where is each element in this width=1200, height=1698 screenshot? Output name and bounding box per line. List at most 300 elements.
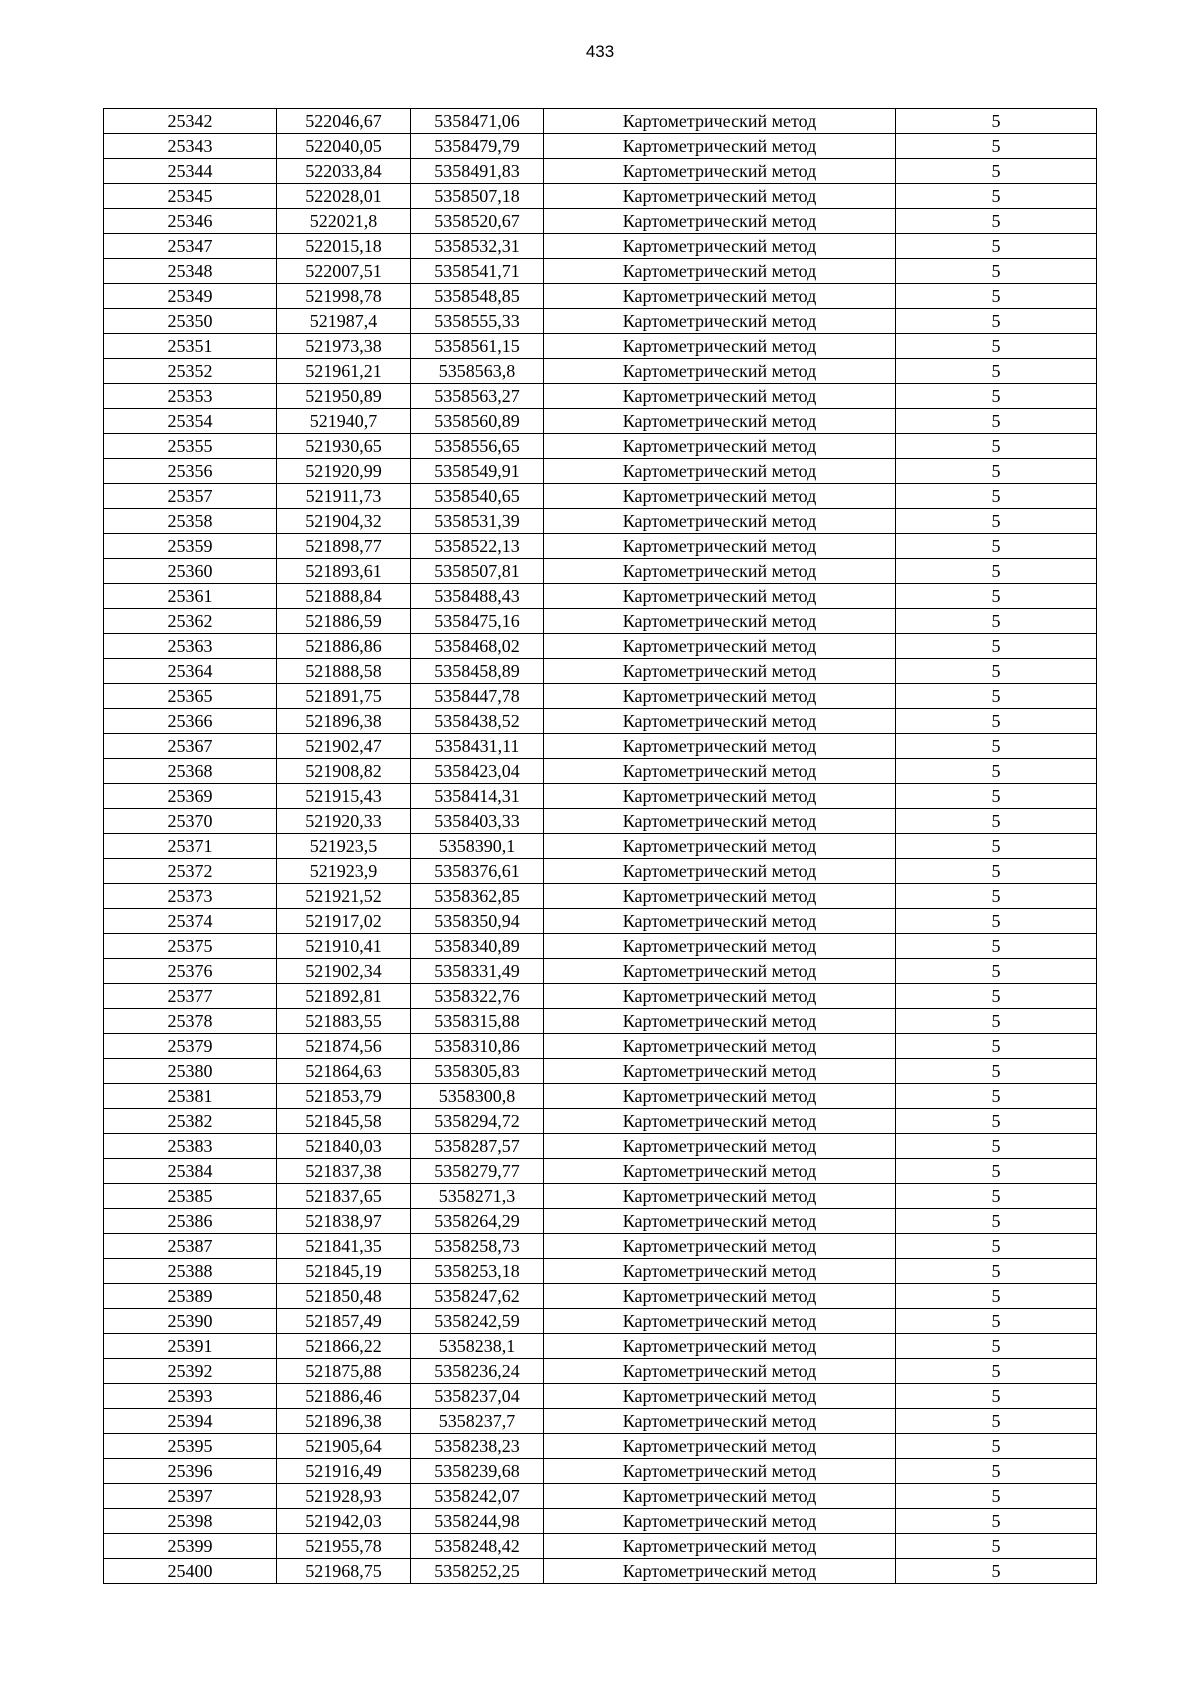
point-number-cell: 25394 bbox=[104, 1409, 277, 1434]
point-number-cell: 25383 bbox=[104, 1134, 277, 1159]
method-cell: Картометрический метод bbox=[544, 534, 896, 559]
y-coordinate-cell: 5358362,85 bbox=[411, 884, 544, 909]
x-coordinate-cell: 521915,43 bbox=[277, 784, 411, 809]
accuracy-cell: 5 bbox=[896, 1184, 1097, 1209]
method-cell: Картометрический метод bbox=[544, 959, 896, 984]
method-cell: Картометрический метод bbox=[544, 259, 896, 284]
method-cell: Картометрический метод bbox=[544, 359, 896, 384]
x-coordinate-cell: 521940,7 bbox=[277, 409, 411, 434]
method-cell: Картометрический метод bbox=[544, 1109, 896, 1134]
y-coordinate-cell: 5358253,18 bbox=[411, 1259, 544, 1284]
point-number-cell: 25371 bbox=[104, 834, 277, 859]
point-number-cell: 25391 bbox=[104, 1334, 277, 1359]
method-cell: Картометрический метод bbox=[544, 1084, 896, 1109]
point-number-cell: 25342 bbox=[104, 109, 277, 134]
y-coordinate-cell: 5358238,23 bbox=[411, 1434, 544, 1459]
table-row bbox=[104, 659, 1097, 684]
accuracy-cell: 5 bbox=[896, 1559, 1097, 1584]
x-coordinate-cell: 521838,97 bbox=[277, 1209, 411, 1234]
y-coordinate-cell: 5358294,72 bbox=[411, 1109, 544, 1134]
table-row bbox=[104, 1209, 1097, 1234]
method-cell: Картометрический метод bbox=[544, 309, 896, 334]
method-cell: Картометрический метод bbox=[544, 1184, 896, 1209]
accuracy-cell: 5 bbox=[896, 609, 1097, 634]
method-cell: Картометрический метод bbox=[544, 434, 896, 459]
y-coordinate-cell: 5358507,18 bbox=[411, 184, 544, 209]
x-coordinate-cell: 521850,48 bbox=[277, 1284, 411, 1309]
accuracy-cell: 5 bbox=[896, 1109, 1097, 1134]
point-number-cell: 25382 bbox=[104, 1109, 277, 1134]
point-number-cell: 25387 bbox=[104, 1234, 277, 1259]
accuracy-cell: 5 bbox=[896, 284, 1097, 309]
y-coordinate-cell: 5358468,02 bbox=[411, 634, 544, 659]
method-cell: Картометрический метод bbox=[544, 584, 896, 609]
accuracy-cell: 5 bbox=[896, 1384, 1097, 1409]
accuracy-cell: 5 bbox=[896, 159, 1097, 184]
x-coordinate-cell: 521896,38 bbox=[277, 1409, 411, 1434]
table-row bbox=[104, 859, 1097, 884]
method-cell: Картометрический метод bbox=[544, 1359, 896, 1384]
y-coordinate-cell: 5358376,61 bbox=[411, 859, 544, 884]
table-row bbox=[104, 834, 1097, 859]
y-coordinate-cell: 5358238,1 bbox=[411, 1334, 544, 1359]
accuracy-cell: 5 bbox=[896, 384, 1097, 409]
method-cell: Картометрический метод bbox=[544, 509, 896, 534]
method-cell: Картометрический метод bbox=[544, 1234, 896, 1259]
x-coordinate-cell: 522015,18 bbox=[277, 234, 411, 259]
table-row bbox=[104, 1334, 1097, 1359]
table-row bbox=[104, 1534, 1097, 1559]
point-number-cell: 25386 bbox=[104, 1209, 277, 1234]
table-row bbox=[104, 1509, 1097, 1534]
table-row bbox=[104, 559, 1097, 584]
accuracy-cell: 5 bbox=[896, 959, 1097, 984]
accuracy-cell: 5 bbox=[896, 1034, 1097, 1059]
table-row bbox=[104, 1034, 1097, 1059]
x-coordinate-cell: 521921,52 bbox=[277, 884, 411, 909]
table-row bbox=[104, 334, 1097, 359]
x-coordinate-cell: 521920,99 bbox=[277, 459, 411, 484]
x-coordinate-cell: 521910,41 bbox=[277, 934, 411, 959]
method-cell: Картометрический метод bbox=[544, 684, 896, 709]
point-number-cell: 25381 bbox=[104, 1084, 277, 1109]
table-row bbox=[104, 184, 1097, 209]
point-number-cell: 25385 bbox=[104, 1184, 277, 1209]
table-row bbox=[104, 609, 1097, 634]
accuracy-cell: 5 bbox=[896, 1509, 1097, 1534]
table-row bbox=[104, 459, 1097, 484]
x-coordinate-cell: 522040,05 bbox=[277, 134, 411, 159]
table-row bbox=[104, 1559, 1097, 1584]
method-cell: Картометрический метод bbox=[544, 1559, 896, 1584]
y-coordinate-cell: 5358488,43 bbox=[411, 584, 544, 609]
accuracy-cell: 5 bbox=[896, 1484, 1097, 1509]
point-number-cell: 25362 bbox=[104, 609, 277, 634]
y-coordinate-cell: 5358237,04 bbox=[411, 1384, 544, 1409]
point-number-cell: 25346 bbox=[104, 209, 277, 234]
y-coordinate-cell: 5358300,8 bbox=[411, 1084, 544, 1109]
point-number-cell: 25358 bbox=[104, 509, 277, 534]
x-coordinate-cell: 521942,03 bbox=[277, 1509, 411, 1534]
accuracy-cell: 5 bbox=[896, 834, 1097, 859]
accuracy-cell: 5 bbox=[896, 459, 1097, 484]
accuracy-cell: 5 bbox=[896, 484, 1097, 509]
method-cell: Картометрический метод bbox=[544, 1309, 896, 1334]
accuracy-cell: 5 bbox=[896, 1284, 1097, 1309]
y-coordinate-cell: 5358248,42 bbox=[411, 1534, 544, 1559]
y-coordinate-cell: 5358555,33 bbox=[411, 309, 544, 334]
x-coordinate-cell: 521911,73 bbox=[277, 484, 411, 509]
point-number-cell: 25397 bbox=[104, 1484, 277, 1509]
y-coordinate-cell: 5358310,86 bbox=[411, 1034, 544, 1059]
point-number-cell: 25366 bbox=[104, 709, 277, 734]
table-row bbox=[104, 909, 1097, 934]
y-coordinate-cell: 5358331,49 bbox=[411, 959, 544, 984]
point-number-cell: 25351 bbox=[104, 334, 277, 359]
accuracy-cell: 5 bbox=[896, 1234, 1097, 1259]
method-cell: Картометрический метод bbox=[544, 1459, 896, 1484]
method-cell: Картометрический метод bbox=[544, 934, 896, 959]
point-number-cell: 25344 bbox=[104, 159, 277, 184]
y-coordinate-cell: 5358247,62 bbox=[411, 1284, 544, 1309]
table-row bbox=[104, 309, 1097, 334]
y-coordinate-cell: 5358556,65 bbox=[411, 434, 544, 459]
y-coordinate-cell: 5358458,89 bbox=[411, 659, 544, 684]
point-number-cell: 25393 bbox=[104, 1384, 277, 1409]
accuracy-cell: 5 bbox=[896, 1209, 1097, 1234]
y-coordinate-cell: 5358549,91 bbox=[411, 459, 544, 484]
x-coordinate-cell: 521923,5 bbox=[277, 834, 411, 859]
method-cell: Картометрический метод bbox=[544, 284, 896, 309]
method-cell: Картометрический метод bbox=[544, 759, 896, 784]
x-coordinate-cell: 521875,88 bbox=[277, 1359, 411, 1384]
y-coordinate-cell: 5358560,89 bbox=[411, 409, 544, 434]
x-coordinate-cell: 521874,56 bbox=[277, 1034, 411, 1059]
x-coordinate-cell: 521845,58 bbox=[277, 1109, 411, 1134]
accuracy-cell: 5 bbox=[896, 1359, 1097, 1384]
point-number-cell: 25395 bbox=[104, 1434, 277, 1459]
y-coordinate-cell: 5358475,16 bbox=[411, 609, 544, 634]
table-row bbox=[104, 209, 1097, 234]
point-number-cell: 25345 bbox=[104, 184, 277, 209]
method-cell: Картометрический метод bbox=[544, 184, 896, 209]
accuracy-cell: 5 bbox=[896, 1259, 1097, 1284]
point-number-cell: 25375 bbox=[104, 934, 277, 959]
table-row bbox=[104, 759, 1097, 784]
y-coordinate-cell: 5358471,06 bbox=[411, 109, 544, 134]
point-number-cell: 25360 bbox=[104, 559, 277, 584]
method-cell: Картометрический метод bbox=[544, 984, 896, 1009]
x-coordinate-cell: 521886,86 bbox=[277, 634, 411, 659]
table-row bbox=[104, 234, 1097, 259]
table-row bbox=[104, 534, 1097, 559]
accuracy-cell: 5 bbox=[896, 1059, 1097, 1084]
x-coordinate-cell: 521968,75 bbox=[277, 1559, 411, 1584]
accuracy-cell: 5 bbox=[896, 934, 1097, 959]
x-coordinate-cell: 521840,03 bbox=[277, 1134, 411, 1159]
y-coordinate-cell: 5358520,67 bbox=[411, 209, 544, 234]
accuracy-cell: 5 bbox=[896, 434, 1097, 459]
method-cell: Картометрический метод bbox=[544, 884, 896, 909]
table-row bbox=[104, 634, 1097, 659]
point-number-cell: 25374 bbox=[104, 909, 277, 934]
point-number-cell: 25347 bbox=[104, 234, 277, 259]
accuracy-cell: 5 bbox=[896, 684, 1097, 709]
point-number-cell: 25399 bbox=[104, 1534, 277, 1559]
accuracy-cell: 5 bbox=[896, 1009, 1097, 1034]
point-number-cell: 25369 bbox=[104, 784, 277, 809]
accuracy-cell: 5 bbox=[896, 1309, 1097, 1334]
y-coordinate-cell: 5358438,52 bbox=[411, 709, 544, 734]
y-coordinate-cell: 5358242,59 bbox=[411, 1309, 544, 1334]
table-row bbox=[104, 1234, 1097, 1259]
accuracy-cell: 5 bbox=[896, 634, 1097, 659]
x-coordinate-cell: 521928,93 bbox=[277, 1484, 411, 1509]
point-number-cell: 25380 bbox=[104, 1059, 277, 1084]
accuracy-cell: 5 bbox=[896, 184, 1097, 209]
point-number-cell: 25370 bbox=[104, 809, 277, 834]
accuracy-cell: 5 bbox=[896, 859, 1097, 884]
method-cell: Картометрический метод bbox=[544, 784, 896, 809]
table-row bbox=[104, 1284, 1097, 1309]
method-cell: Картометрический метод bbox=[544, 734, 896, 759]
table-row bbox=[104, 384, 1097, 409]
y-coordinate-cell: 5358264,29 bbox=[411, 1209, 544, 1234]
x-coordinate-cell: 521920,33 bbox=[277, 809, 411, 834]
accuracy-cell: 5 bbox=[896, 909, 1097, 934]
table-row bbox=[104, 584, 1097, 609]
y-coordinate-cell: 5358236,24 bbox=[411, 1359, 544, 1384]
table-row bbox=[104, 1184, 1097, 1209]
table-row bbox=[104, 1384, 1097, 1409]
point-number-cell: 25376 bbox=[104, 959, 277, 984]
point-number-cell: 25377 bbox=[104, 984, 277, 1009]
method-cell: Картометрический метод bbox=[544, 159, 896, 184]
table-row bbox=[104, 934, 1097, 959]
y-coordinate-cell: 5358242,07 bbox=[411, 1484, 544, 1509]
table-row bbox=[104, 1434, 1097, 1459]
accuracy-cell: 5 bbox=[896, 359, 1097, 384]
point-number-cell: 25367 bbox=[104, 734, 277, 759]
method-cell: Картометрический метод bbox=[544, 1534, 896, 1559]
y-coordinate-cell: 5358414,31 bbox=[411, 784, 544, 809]
point-number-cell: 25353 bbox=[104, 384, 277, 409]
method-cell: Картометрический метод bbox=[544, 1434, 896, 1459]
y-coordinate-cell: 5358447,78 bbox=[411, 684, 544, 709]
method-cell: Картометрический метод bbox=[544, 1334, 896, 1359]
table-row bbox=[104, 409, 1097, 434]
y-coordinate-cell: 5358315,88 bbox=[411, 1009, 544, 1034]
accuracy-cell: 5 bbox=[896, 1434, 1097, 1459]
point-number-cell: 25378 bbox=[104, 1009, 277, 1034]
x-coordinate-cell: 521892,81 bbox=[277, 984, 411, 1009]
y-coordinate-cell: 5358287,57 bbox=[411, 1134, 544, 1159]
point-number-cell: 25363 bbox=[104, 634, 277, 659]
point-number-cell: 25389 bbox=[104, 1284, 277, 1309]
x-coordinate-cell: 521998,78 bbox=[277, 284, 411, 309]
method-cell: Картометрический метод bbox=[544, 809, 896, 834]
x-coordinate-cell: 521837,65 bbox=[277, 1184, 411, 1209]
table-row bbox=[104, 509, 1097, 534]
table-row bbox=[104, 434, 1097, 459]
accuracy-cell: 5 bbox=[896, 884, 1097, 909]
method-cell: Картометрический метод bbox=[544, 484, 896, 509]
accuracy-cell: 5 bbox=[896, 984, 1097, 1009]
table-row bbox=[104, 1484, 1097, 1509]
table-body bbox=[104, 109, 1097, 1584]
x-coordinate-cell: 521930,65 bbox=[277, 434, 411, 459]
y-coordinate-cell: 5358258,73 bbox=[411, 1234, 544, 1259]
page-number: 433 bbox=[585, 42, 615, 61]
point-number-cell: 25384 bbox=[104, 1159, 277, 1184]
x-coordinate-cell: 521905,64 bbox=[277, 1434, 411, 1459]
x-coordinate-cell: 521904,32 bbox=[277, 509, 411, 534]
y-coordinate-cell: 5358340,89 bbox=[411, 934, 544, 959]
point-number-cell: 25400 bbox=[104, 1559, 277, 1584]
method-cell: Картометрический метод bbox=[544, 409, 896, 434]
x-coordinate-cell: 521902,47 bbox=[277, 734, 411, 759]
y-coordinate-cell: 5358479,79 bbox=[411, 134, 544, 159]
x-coordinate-cell: 522033,84 bbox=[277, 159, 411, 184]
accuracy-cell: 5 bbox=[896, 334, 1097, 359]
x-coordinate-cell: 521886,46 bbox=[277, 1384, 411, 1409]
x-coordinate-cell: 521837,38 bbox=[277, 1159, 411, 1184]
method-cell: Картометрический метод bbox=[544, 559, 896, 584]
point-number-cell: 25372 bbox=[104, 859, 277, 884]
point-number-cell: 25365 bbox=[104, 684, 277, 709]
accuracy-cell: 5 bbox=[896, 784, 1097, 809]
table-row bbox=[104, 709, 1097, 734]
point-number-cell: 25361 bbox=[104, 584, 277, 609]
method-cell: Картометрический метод bbox=[544, 1509, 896, 1534]
accuracy-cell: 5 bbox=[896, 409, 1097, 434]
point-number-cell: 25398 bbox=[104, 1509, 277, 1534]
y-coordinate-cell: 5358563,27 bbox=[411, 384, 544, 409]
point-number-cell: 25349 bbox=[104, 284, 277, 309]
x-coordinate-cell: 521896,38 bbox=[277, 709, 411, 734]
table-row bbox=[104, 359, 1097, 384]
y-coordinate-cell: 5358305,83 bbox=[411, 1059, 544, 1084]
method-cell: Картометрический метод bbox=[544, 1059, 896, 1084]
y-coordinate-cell: 5358507,81 bbox=[411, 559, 544, 584]
table-row bbox=[104, 284, 1097, 309]
x-coordinate-cell: 521841,35 bbox=[277, 1234, 411, 1259]
accuracy-cell: 5 bbox=[896, 1409, 1097, 1434]
accuracy-cell: 5 bbox=[896, 309, 1097, 334]
y-coordinate-cell: 5358322,76 bbox=[411, 984, 544, 1009]
table-row bbox=[104, 134, 1097, 159]
accuracy-cell: 5 bbox=[896, 109, 1097, 134]
table-row bbox=[104, 1459, 1097, 1484]
x-coordinate-cell: 522007,51 bbox=[277, 259, 411, 284]
method-cell: Картометрический метод bbox=[544, 1009, 896, 1034]
x-coordinate-cell: 521857,49 bbox=[277, 1309, 411, 1334]
table-row bbox=[104, 984, 1097, 1009]
x-coordinate-cell: 521987,4 bbox=[277, 309, 411, 334]
point-number-cell: 25352 bbox=[104, 359, 277, 384]
x-coordinate-cell: 521888,58 bbox=[277, 659, 411, 684]
table-row bbox=[104, 1009, 1097, 1034]
point-number-cell: 25343 bbox=[104, 134, 277, 159]
x-coordinate-cell: 522021,8 bbox=[277, 209, 411, 234]
y-coordinate-cell: 5358244,98 bbox=[411, 1509, 544, 1534]
x-coordinate-cell: 521908,82 bbox=[277, 759, 411, 784]
table-row bbox=[104, 1359, 1097, 1384]
accuracy-cell: 5 bbox=[896, 134, 1097, 159]
table-row bbox=[104, 734, 1097, 759]
table-row bbox=[104, 1109, 1097, 1134]
method-cell: Картометрический метод bbox=[544, 1134, 896, 1159]
method-cell: Картометрический метод bbox=[544, 134, 896, 159]
accuracy-cell: 5 bbox=[896, 509, 1097, 534]
x-coordinate-cell: 521950,89 bbox=[277, 384, 411, 409]
table-row bbox=[104, 784, 1097, 809]
accuracy-cell: 5 bbox=[896, 584, 1097, 609]
y-coordinate-cell: 5358271,3 bbox=[411, 1184, 544, 1209]
method-cell: Картометрический метод bbox=[544, 659, 896, 684]
method-cell: Картометрический метод bbox=[544, 709, 896, 734]
y-coordinate-cell: 5358531,39 bbox=[411, 509, 544, 534]
y-coordinate-cell: 5358491,83 bbox=[411, 159, 544, 184]
point-number-cell: 25350 bbox=[104, 309, 277, 334]
accuracy-cell: 5 bbox=[896, 709, 1097, 734]
method-cell: Картометрический метод bbox=[544, 1484, 896, 1509]
table-row bbox=[104, 684, 1097, 709]
method-cell: Картометрический метод bbox=[544, 1159, 896, 1184]
y-coordinate-cell: 5358390,1 bbox=[411, 834, 544, 859]
point-number-cell: 25379 bbox=[104, 1034, 277, 1059]
accuracy-cell: 5 bbox=[896, 734, 1097, 759]
x-coordinate-cell: 521923,9 bbox=[277, 859, 411, 884]
y-coordinate-cell: 5358350,94 bbox=[411, 909, 544, 934]
accuracy-cell: 5 bbox=[896, 659, 1097, 684]
coordinates-table bbox=[103, 108, 1097, 1584]
y-coordinate-cell: 5358522,13 bbox=[411, 534, 544, 559]
table-row bbox=[104, 1084, 1097, 1109]
y-coordinate-cell: 5358541,71 bbox=[411, 259, 544, 284]
accuracy-cell: 5 bbox=[896, 1459, 1097, 1484]
method-cell: Картометрический метод bbox=[544, 334, 896, 359]
method-cell: Картометрический метод bbox=[544, 859, 896, 884]
table-row bbox=[104, 159, 1097, 184]
y-coordinate-cell: 5358239,68 bbox=[411, 1459, 544, 1484]
point-number-cell: 25396 bbox=[104, 1459, 277, 1484]
point-number-cell: 25357 bbox=[104, 484, 277, 509]
x-coordinate-cell: 521973,38 bbox=[277, 334, 411, 359]
x-coordinate-cell: 521891,75 bbox=[277, 684, 411, 709]
table-row bbox=[104, 109, 1097, 134]
y-coordinate-cell: 5358563,8 bbox=[411, 359, 544, 384]
y-coordinate-cell: 5358403,33 bbox=[411, 809, 544, 834]
table-row bbox=[104, 1059, 1097, 1084]
point-number-cell: 25368 bbox=[104, 759, 277, 784]
table-row bbox=[104, 1159, 1097, 1184]
y-coordinate-cell: 5358279,77 bbox=[411, 1159, 544, 1184]
accuracy-cell: 5 bbox=[896, 1084, 1097, 1109]
table-row bbox=[104, 484, 1097, 509]
x-coordinate-cell: 521888,84 bbox=[277, 584, 411, 609]
x-coordinate-cell: 521916,49 bbox=[277, 1459, 411, 1484]
accuracy-cell: 5 bbox=[896, 1159, 1097, 1184]
method-cell: Картометрический метод bbox=[544, 1259, 896, 1284]
x-coordinate-cell: 521845,19 bbox=[277, 1259, 411, 1284]
y-coordinate-cell: 5358532,31 bbox=[411, 234, 544, 259]
y-coordinate-cell: 5358431,11 bbox=[411, 734, 544, 759]
method-cell: Картометрический метод bbox=[544, 234, 896, 259]
table-row bbox=[104, 809, 1097, 834]
method-cell: Картометрический метод bbox=[544, 1284, 896, 1309]
accuracy-cell: 5 bbox=[896, 209, 1097, 234]
